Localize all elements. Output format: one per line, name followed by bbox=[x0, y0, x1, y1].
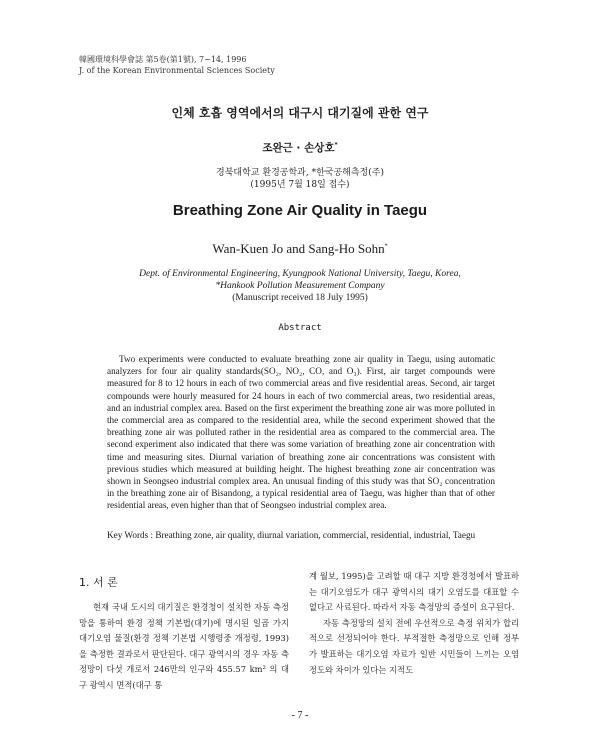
keywords-label: Key Words : bbox=[107, 530, 154, 540]
journal-citation-korean: 韓國環境科學會誌 第5卷(第1號), 7~14, 1996 bbox=[79, 55, 247, 64]
english-authors bbox=[0, 241, 600, 257]
page-number: - 7 - bbox=[291, 710, 309, 721]
korean-author-mark: * bbox=[334, 141, 338, 149]
body-right-paragraph-1: 계 월보, 1995)을 고려할 때 대구 지방 환경청에서 발표하는 대기오염도가 대구 광역시의 대기 오염도를 대표할 수 없다고 사료된다. 따라서 자동 측정망의 증설이 요구된다. bbox=[309, 571, 519, 613]
section-heading-introduction: 1. 서 론 bbox=[79, 576, 118, 589]
journal-header bbox=[79, 54, 275, 76]
abstract-heading: Abstract bbox=[278, 323, 322, 333]
korean-author-names: 조완근 · 손상호 bbox=[262, 142, 335, 154]
english-author-mark: * bbox=[384, 243, 388, 250]
abstract-text: Two experiments were conducted to evaluate breathing zone air quality in Taegu, using automatic analyzers for four air quality standards(SO₂, NO₂, CO, and O₃). First, air target compounds were measured for 8 to 12 hours in each of two commercial areas and five residential areas. Second, air target compounds were hourly measured for 24 hours in each of two commercial areas, two residential areas, and an industrial complex area. Based on the first experiment the breathing zone air was more polluted in the commercial area as compared to the residential area, while the second experiment showed that the breathing zone air was polluted rather in the residential area as compared to the commercial area. The second experiment also indicated that there was some variation of breathing zone air concentration with time and measuring sites. Diurnal variation of breathing zone air concentrations was consistent with previous studies which measured at building height. The highest breathing zone air concentration was shown in Seongseo industrial complex area. An unusual finding of this study was that SO₂ concentration in the breathing zone air of Bisandong, a typical residential area of Taegu, was higher than that of other residential areas, even higher than that of Seongseo industrial complex area. bbox=[107, 354, 495, 511]
korean-received-date: (1995년 7월 18일 접수) bbox=[250, 180, 350, 190]
journal-name-english: J. of the Korean Environmental Sciences Society bbox=[79, 66, 275, 75]
english-affiliation-block bbox=[0, 268, 600, 304]
english-author-names: Wan-Kuen Jo and Sang-Ho Sohn bbox=[212, 241, 385, 256]
keywords-text: Breathing zone, air quality, diurnal variation, commercial, residential, industrial, Taegu bbox=[155, 530, 476, 540]
english-affiliation-dept: Dept. of Environmental Engineering, Kyungpook National University, Taegu, Korea, bbox=[139, 269, 461, 279]
korean-authors bbox=[0, 140, 600, 155]
korean-affiliation-block bbox=[0, 167, 600, 191]
body-right-paragraph-2: 자동 측정망의 설치 전에 우선적으로 측정 위치가 합리적으로 선정되어야 한다. 부적절한 측정망으로 인해 정부가 발표하는 대기오염 자료가 일반 시민들이 느끼는 오염 정도와 차이가 있다는 지적도 bbox=[309, 617, 519, 675]
english-title: Breathing Zone Air Quality in Taegu bbox=[172, 202, 428, 219]
body-left-column: 현재 국내 도시의 대기질은 환경청이 설치한 자동 측정망을 통하여 환경 정책 기본법(대기)에 명시된 일곱 가지 대기오염 물질(환경 정책 기본법 시행령중 개정령, 1993)을 측정한 결과로서 판단된다. 대구 광역시의 경우 자동 측정망이 다섯 개로서 246만의 인구와 455.57 km² 의 대구 광역시 면적(대구 통 bbox=[79, 602, 289, 690]
body-right-column bbox=[309, 569, 519, 678]
keywords bbox=[107, 529, 502, 541]
korean-title: 인체 호흡 영역에서의 대구시 대기질에 관한 연구 bbox=[171, 106, 429, 120]
english-affiliation-company: *Hankook Pollution Measurement Company bbox=[215, 281, 385, 291]
korean-affiliation: 경북대학교 환경공학과, *한국공해측정(주) bbox=[216, 168, 384, 178]
english-received-date: (Manuscript received 18 July 1995) bbox=[232, 293, 368, 303]
